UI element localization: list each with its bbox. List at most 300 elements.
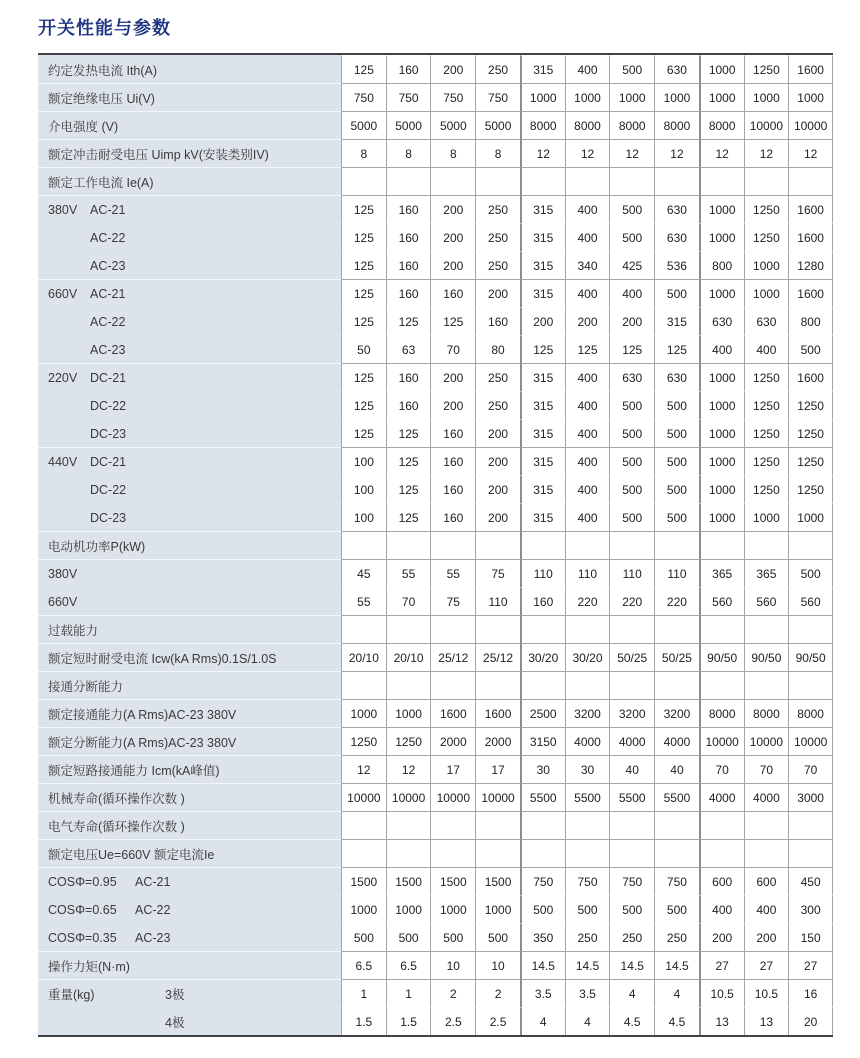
value-cell: 8000 (654, 111, 699, 139)
value-cell (565, 811, 610, 839)
value-cell: 1000 (744, 251, 789, 279)
value-cell (475, 615, 520, 643)
value-cell: 250 (475, 223, 520, 251)
value-cell: 160 (430, 503, 475, 531)
value-cell: 10 (475, 951, 520, 979)
row-label (38, 503, 341, 531)
value-cell: 750 (475, 83, 520, 111)
value-cell (699, 811, 744, 839)
value-cell: 1250 (744, 223, 789, 251)
value-cell: 1000 (699, 55, 744, 83)
row-label (38, 839, 341, 867)
value-cell (430, 671, 475, 699)
value-cell: 560 (744, 587, 789, 615)
value-cell: 400 (565, 391, 610, 419)
value-cell: 12 (788, 139, 833, 167)
value-cell: 1000 (744, 503, 789, 531)
value-cell (609, 671, 654, 699)
value-cell (341, 615, 386, 643)
table-row (38, 251, 833, 279)
value-cell: 8000 (520, 111, 565, 139)
row-label (38, 867, 341, 895)
row-label (38, 923, 341, 951)
value-cell: 200 (565, 307, 610, 335)
value-cell: 8 (475, 139, 520, 167)
value-cell: 4 (654, 979, 699, 1007)
row-label-text: 电动机功率P(kW) (48, 539, 146, 554)
value-cell: 5500 (609, 783, 654, 811)
value-cell: 200 (430, 251, 475, 279)
value-cell: 8 (341, 139, 386, 167)
value-cell: 17 (475, 755, 520, 783)
value-cell (699, 167, 744, 195)
value-cell: 400 (609, 279, 654, 307)
value-cell: 75 (430, 587, 475, 615)
value-cell: 4000 (699, 783, 744, 811)
value-cell: 1250 (744, 447, 789, 475)
value-cell: 8 (430, 139, 475, 167)
value-cell: 2.5 (430, 1007, 475, 1035)
value-cell (341, 811, 386, 839)
value-cell: 14.5 (654, 951, 699, 979)
value-cell: 5000 (475, 111, 520, 139)
value-cell: 30/20 (565, 643, 610, 671)
value-cell: 2500 (520, 699, 565, 727)
value-cell: 125 (341, 363, 386, 391)
value-cell: 500 (341, 923, 386, 951)
value-cell: 27 (744, 951, 789, 979)
value-cell: 1000 (386, 895, 431, 923)
value-cell: 10000 (386, 783, 431, 811)
value-cell (565, 839, 610, 867)
value-cell (565, 615, 610, 643)
value-cell: 125 (386, 475, 431, 503)
value-cell: 1280 (788, 251, 833, 279)
value-cell: 1000 (475, 895, 520, 923)
value-cell: 400 (744, 895, 789, 923)
value-cell: 125 (341, 391, 386, 419)
value-cell (654, 671, 699, 699)
value-cell: 125 (341, 279, 386, 307)
table-row (38, 839, 833, 867)
value-cell: 1600 (788, 363, 833, 391)
value-cell: 400 (699, 895, 744, 923)
value-cell: 500 (654, 391, 699, 419)
table-row (38, 335, 833, 363)
value-cell (520, 615, 565, 643)
value-cell: 110 (565, 559, 610, 587)
value-cell: 340 (565, 251, 610, 279)
row-label-text: 440V (48, 454, 78, 469)
value-cell: 1000 (654, 83, 699, 111)
table-row (38, 867, 833, 895)
value-cell (565, 531, 610, 559)
value-cell: 1000 (699, 195, 744, 223)
row-label (38, 195, 341, 223)
row-label-text: COSΦ=0.95 (48, 874, 117, 889)
value-cell: 70 (744, 755, 789, 783)
value-cell: 1600 (430, 699, 475, 727)
value-cell: 1250 (744, 55, 789, 83)
value-cell: 40 (609, 755, 654, 783)
value-cell (654, 167, 699, 195)
value-cell: 10000 (744, 111, 789, 139)
row-label (38, 307, 341, 335)
table-row (38, 1007, 833, 1035)
value-cell: 8000 (699, 699, 744, 727)
value-cell: 630 (744, 307, 789, 335)
value-cell: 500 (654, 895, 699, 923)
value-cell: 500 (475, 923, 520, 951)
value-cell: 560 (699, 587, 744, 615)
value-cell: 75 (475, 559, 520, 587)
value-cell: 160 (386, 251, 431, 279)
row-sublabel-text: AC-21 (135, 874, 171, 889)
value-cell: 20 (788, 1007, 833, 1035)
row-sublabel-text: DC-23 (90, 510, 127, 525)
value-cell: 45 (341, 559, 386, 587)
row-label (38, 1007, 341, 1035)
row-label-text: 额定冲击耐受电压 Uimp kV(安装类别IV) (48, 147, 269, 162)
value-cell (609, 839, 654, 867)
row-label (38, 755, 341, 783)
value-cell: 25/12 (475, 643, 520, 671)
row-label-text: 介电强度 (V) (48, 119, 119, 134)
row-label (38, 895, 341, 923)
table-row (38, 671, 833, 699)
row-sublabel-text: AC-21 (90, 202, 126, 217)
value-cell: 1600 (788, 55, 833, 83)
row-label (38, 335, 341, 363)
value-cell: 5500 (520, 783, 565, 811)
value-cell: 315 (520, 223, 565, 251)
value-cell: 200 (430, 55, 475, 83)
row-label (38, 699, 341, 727)
row-label-text: 660V (48, 286, 78, 301)
value-cell: 350 (520, 923, 565, 951)
value-cell: 50 (341, 335, 386, 363)
value-cell: 70 (430, 335, 475, 363)
value-cell: 365 (699, 559, 744, 587)
table-row (38, 307, 833, 335)
table-row (38, 531, 833, 559)
value-cell: 4000 (744, 783, 789, 811)
value-cell: 20/10 (341, 643, 386, 671)
row-sublabel-text: AC-23 (90, 258, 126, 273)
table-row (38, 587, 833, 615)
row-sublabel-text: DC-23 (90, 426, 127, 441)
value-cell: 20/10 (386, 643, 431, 671)
value-cell: 1250 (744, 475, 789, 503)
value-cell (788, 615, 833, 643)
value-cell: 10.5 (699, 979, 744, 1007)
value-cell: 1000 (699, 419, 744, 447)
value-cell: 400 (565, 419, 610, 447)
value-cell: 125 (386, 419, 431, 447)
value-cell (386, 615, 431, 643)
value-cell: 200 (475, 419, 520, 447)
value-cell: 8 (386, 139, 431, 167)
value-cell: 560 (788, 587, 833, 615)
row-sublabel-text: DC-21 (90, 454, 127, 469)
value-cell: 1000 (430, 895, 475, 923)
value-cell: 1500 (430, 867, 475, 895)
value-cell: 4.5 (654, 1007, 699, 1035)
value-cell: 10000 (788, 111, 833, 139)
value-cell (565, 671, 610, 699)
row-label (38, 587, 341, 615)
value-cell: 25/12 (430, 643, 475, 671)
value-cell (654, 839, 699, 867)
value-cell (744, 839, 789, 867)
value-cell (609, 811, 654, 839)
value-cell (475, 167, 520, 195)
value-cell: 1500 (386, 867, 431, 895)
row-label (38, 671, 341, 699)
row-sublabel-text: AC-21 (90, 286, 126, 301)
value-cell: 1000 (565, 83, 610, 111)
value-cell: 500 (654, 419, 699, 447)
table-row (38, 363, 833, 391)
value-cell (430, 167, 475, 195)
value-cell: 12 (744, 139, 789, 167)
value-cell: 630 (654, 363, 699, 391)
row-sublabel-text: DC-22 (90, 482, 127, 497)
value-cell: 125 (386, 307, 431, 335)
row-label-text: COSΦ=0.65 (48, 902, 117, 917)
value-cell: 160 (430, 447, 475, 475)
value-cell: 3150 (520, 727, 565, 755)
value-cell: 315 (520, 195, 565, 223)
value-cell: 3200 (565, 699, 610, 727)
value-cell: 30 (565, 755, 610, 783)
value-cell (788, 671, 833, 699)
value-cell: 160 (386, 195, 431, 223)
value-cell: 500 (609, 391, 654, 419)
table-row (38, 811, 833, 839)
value-cell: 1000 (744, 83, 789, 111)
row-label-text: 额定短路接通能力 Icm(kA峰值) (48, 763, 220, 778)
value-cell (744, 167, 789, 195)
value-cell: 425 (609, 251, 654, 279)
value-cell: 250 (475, 55, 520, 83)
table-row (38, 279, 833, 307)
value-cell: 27 (788, 951, 833, 979)
value-cell: 400 (565, 475, 610, 503)
value-cell: 12 (654, 139, 699, 167)
row-sublabel-text: DC-22 (90, 398, 127, 413)
value-cell: 300 (788, 895, 833, 923)
value-cell (386, 671, 431, 699)
value-cell: 1600 (788, 279, 833, 307)
value-cell: 1000 (341, 895, 386, 923)
value-cell: 12 (565, 139, 610, 167)
value-cell: 2000 (475, 727, 520, 755)
value-cell: 1250 (788, 447, 833, 475)
row-label-text: 额定工作电流 Ie(A) (48, 175, 154, 190)
value-cell: 5500 (654, 783, 699, 811)
value-cell (475, 839, 520, 867)
row-label-text: 电气寿命(循环操作次数 ) (48, 819, 185, 834)
row-label-text: 额定绝缘电压 Ui(V) (48, 91, 155, 106)
value-cell: 630 (654, 223, 699, 251)
value-cell (788, 839, 833, 867)
value-cell: 10000 (699, 727, 744, 755)
row-label-text: 额定短时耐受电流 Icw(kA Rms)0.1S/1.0S (48, 651, 277, 666)
value-cell (386, 531, 431, 559)
value-cell: 1000 (788, 503, 833, 531)
value-cell (520, 839, 565, 867)
value-cell: 750 (520, 867, 565, 895)
value-cell: 536 (654, 251, 699, 279)
row-label-text: 接通分断能力 (48, 679, 124, 694)
value-cell: 160 (386, 391, 431, 419)
value-cell: 3200 (654, 699, 699, 727)
value-cell: 125 (654, 335, 699, 363)
value-cell: 200 (430, 223, 475, 251)
value-cell: 500 (609, 55, 654, 83)
value-cell: 1000 (699, 503, 744, 531)
value-cell: 70 (788, 755, 833, 783)
value-cell: 4 (520, 1007, 565, 1035)
table-row (38, 755, 833, 783)
value-cell (341, 839, 386, 867)
value-cell: 13 (744, 1007, 789, 1035)
value-cell: 55 (386, 559, 431, 587)
value-cell: 750 (654, 867, 699, 895)
value-cell: 400 (699, 335, 744, 363)
value-cell: 6.5 (341, 951, 386, 979)
value-cell: 1250 (788, 419, 833, 447)
value-cell (520, 531, 565, 559)
value-cell: 90/50 (744, 643, 789, 671)
value-cell: 160 (386, 223, 431, 251)
value-cell: 315 (520, 251, 565, 279)
value-cell: 8000 (565, 111, 610, 139)
value-cell: 13 (699, 1007, 744, 1035)
value-cell: 10000 (475, 783, 520, 811)
value-cell: 400 (565, 363, 610, 391)
value-cell: 160 (430, 475, 475, 503)
value-cell: 10.5 (744, 979, 789, 1007)
value-cell (341, 671, 386, 699)
table-row (38, 615, 833, 643)
value-cell: 1000 (341, 699, 386, 727)
value-cell: 5000 (430, 111, 475, 139)
value-cell (520, 811, 565, 839)
value-cell (565, 167, 610, 195)
value-cell: 400 (565, 447, 610, 475)
value-cell: 125 (430, 307, 475, 335)
value-cell: 500 (430, 923, 475, 951)
row-label (38, 531, 341, 559)
value-cell: 200 (520, 307, 565, 335)
value-cell: 750 (565, 867, 610, 895)
value-cell: 1500 (341, 867, 386, 895)
value-cell: 1000 (699, 83, 744, 111)
value-cell: 10000 (744, 727, 789, 755)
value-cell: 800 (788, 307, 833, 335)
value-cell: 3200 (609, 699, 654, 727)
row-label (38, 55, 341, 83)
value-cell: 750 (341, 83, 386, 111)
value-cell: 500 (609, 503, 654, 531)
value-cell: 90/50 (788, 643, 833, 671)
table-row (38, 727, 833, 755)
value-cell: 14.5 (520, 951, 565, 979)
value-cell: 1000 (699, 363, 744, 391)
value-cell (430, 839, 475, 867)
value-cell: 400 (565, 223, 610, 251)
value-cell: 200 (430, 195, 475, 223)
value-cell: 220 (565, 587, 610, 615)
value-cell (430, 615, 475, 643)
row-label-text: 约定发热电流 Ith(A) (48, 63, 158, 78)
value-cell: 200 (475, 475, 520, 503)
value-cell: 315 (520, 447, 565, 475)
table-row (38, 55, 833, 83)
value-cell (654, 531, 699, 559)
row-label (38, 979, 341, 1007)
value-cell: 14.5 (609, 951, 654, 979)
value-cell: 600 (699, 867, 744, 895)
value-cell: 3.5 (520, 979, 565, 1007)
value-cell: 500 (520, 895, 565, 923)
table-row (38, 447, 833, 475)
row-label-text: COSΦ=0.35 (48, 930, 117, 945)
value-cell: 400 (565, 55, 610, 83)
value-cell: 500 (654, 503, 699, 531)
table-row (38, 195, 833, 223)
value-cell (788, 811, 833, 839)
row-label-text: 额定接通能力(A Rms)AC-23 380V (48, 707, 237, 722)
value-cell: 200 (744, 923, 789, 951)
table-row (38, 111, 833, 139)
value-cell: 100 (341, 503, 386, 531)
row-label (38, 223, 341, 251)
value-cell: 750 (386, 83, 431, 111)
value-cell: 63 (386, 335, 431, 363)
value-cell: 800 (699, 251, 744, 279)
table-row (38, 139, 833, 167)
row-label-text: 额定电压Ue=660V 额定电流Ie (48, 847, 215, 862)
value-cell: 70 (386, 587, 431, 615)
value-cell: 160 (386, 279, 431, 307)
value-cell: 1250 (744, 195, 789, 223)
value-cell (654, 615, 699, 643)
value-cell: 1000 (788, 83, 833, 111)
value-cell: 315 (520, 475, 565, 503)
value-cell (475, 531, 520, 559)
value-cell: 150 (788, 923, 833, 951)
row-label-text: 380V (48, 566, 78, 581)
value-cell: 27 (699, 951, 744, 979)
value-cell: 400 (744, 335, 789, 363)
value-cell: 55 (430, 559, 475, 587)
value-cell: 315 (654, 307, 699, 335)
row-sublabel-text: AC-22 (135, 902, 171, 917)
value-cell: 1000 (609, 83, 654, 111)
value-cell: 10000 (788, 727, 833, 755)
value-cell: 1250 (744, 419, 789, 447)
value-cell: 160 (520, 587, 565, 615)
value-cell: 250 (609, 923, 654, 951)
value-cell: 110 (609, 559, 654, 587)
value-cell: 30 (520, 755, 565, 783)
value-cell: 4 (565, 1007, 610, 1035)
value-cell: 1000 (699, 447, 744, 475)
row-sublabel-text: AC-22 (90, 230, 126, 245)
